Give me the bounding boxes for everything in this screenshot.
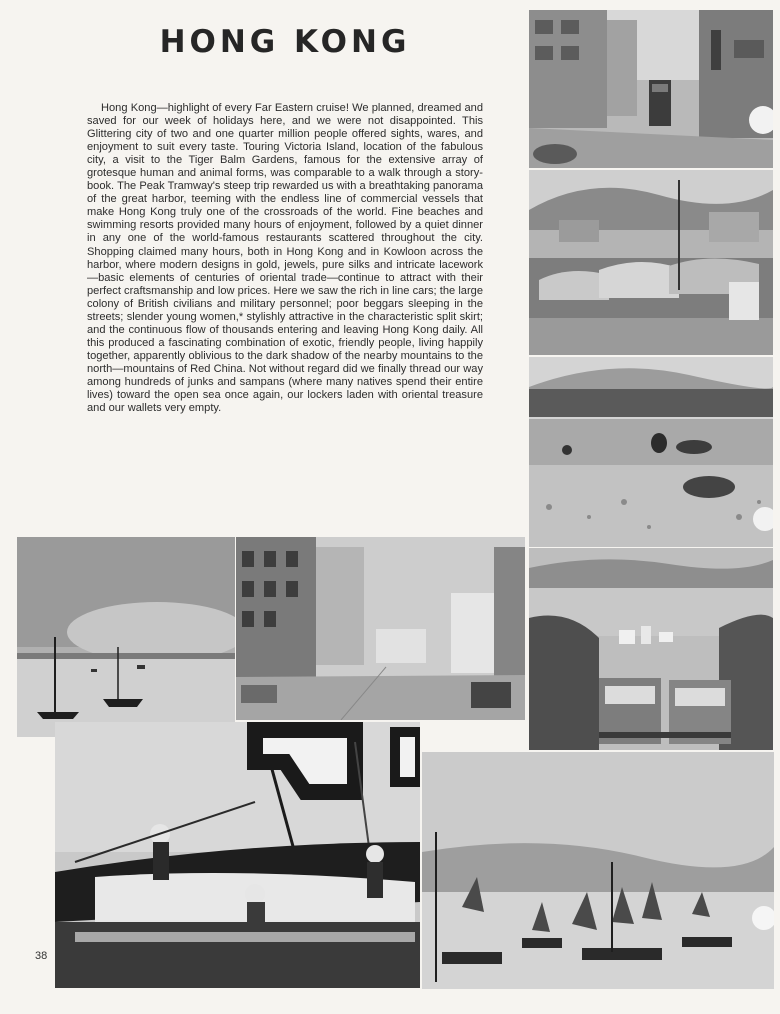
- page-number: 38: [35, 950, 48, 962]
- photo-rice-paddy: [529, 357, 773, 547]
- photo-peak-tram: [529, 548, 773, 750]
- photo-street-tram: [529, 10, 773, 168]
- photo-avenue: [236, 537, 525, 720]
- photo-junks-dusk: [17, 537, 235, 737]
- photo-sampans: [529, 170, 773, 355]
- photo-junk-crew: [55, 722, 420, 988]
- photo-harbor-sails: [422, 752, 774, 989]
- page-title: HONG KONG: [159, 24, 411, 60]
- article-body: Hong Kong—highlight of every Far Eastern cruise! We planned, dreamed and saved for our week of holidays here, and we were not disappointed. This Glittering city of two and one quarter million people offered sights, wares, and enjoyment to suit every taste. Touring Victoria Island, location of the fabulous city, a visit to the Tiger Balm Gardens, famous for the extensive array of grotesque human and animal forms, was comparable to a walk through a story-book. The Peak Tramway's steep trip rewarded us with a breathtaking panorama of the great harbor, teeming with the endless line of commercial vessels that make Hong Kong truly one of the crossroads of the world. Fine beaches and swimming resorts provided many hours of enjoyment, followed by a quiet dinner in any one of the world-famous restaurants scattered throughout the city. Shopping claimed many hours, both in Hong Kong and in Kowloon across the harbor, where modern designs in gold, jewels, pure silks and intricate lacework—basic elements of centuries of oriental trade—continue to attract with their perfect craftsmanship and low prices. Here we saw the rich in line cars; the large colony of British civilians and military personnel; poor beggars sleeping in the streets; slender young women,* stylishly attractive in the characteristic split skirt; and the continuous flow of thousands entering and leaving Hong Kong daily. All this produced a fascinating combination of exotic, friendly people, living happily together, apparently oblivious to the dark shadow of the nearby mountains to the north—mountains of Red China. Not without regard did we finally thread our way among hundreds of junks and sampans (where many natives spend their entire lives) toward the open sea once again, our lockers laden with oriental treasure and our wallets very empty.: [87, 102, 483, 415]
